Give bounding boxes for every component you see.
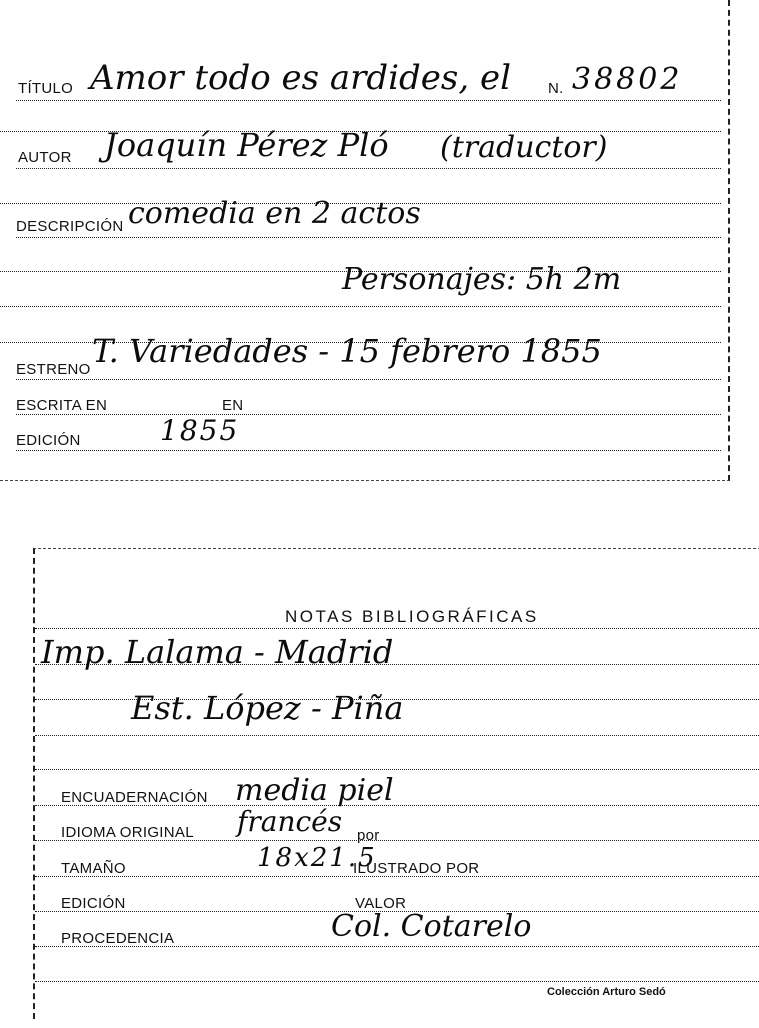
edicion-label: EDICIÓN: [16, 432, 81, 449]
rule-line: [16, 237, 721, 238]
nota-line-1: Imp. Lalama - Madrid: [41, 633, 394, 671]
numero-value: 38802: [572, 62, 683, 97]
tamano-value: 18x21.5: [257, 843, 377, 873]
catalog-card-bottom: [33, 548, 759, 1019]
descripcion-value: comedia en 2 actos: [128, 196, 421, 231]
rule-line: [16, 379, 721, 380]
escrita-en-label: ESCRITA EN: [16, 397, 108, 414]
autor-label: AUTOR: [18, 149, 72, 166]
en-label: EN: [222, 397, 244, 414]
personajes-value: Personajes: 5h 2m: [342, 262, 622, 297]
edicion-label-bottom: EDICIÓN: [61, 895, 126, 912]
rule-line: [16, 414, 721, 415]
autor-role: (traductor): [440, 130, 608, 165]
titulo-label: TÍTULO: [18, 80, 74, 97]
descripcion-label: DESCRIPCIÓN: [16, 218, 124, 235]
nota-line-2: Est. López - Piña: [131, 689, 404, 727]
idioma-original-value: francés: [237, 805, 343, 838]
rule-line: [16, 450, 721, 451]
catalog-card-top: [0, 0, 730, 481]
notas-heading: NOTAS BIBLIOGRÁFICAS: [285, 607, 539, 626]
numero-label: N.: [548, 80, 564, 97]
titulo-value: Amor todo es ardides, el: [90, 58, 511, 98]
rule-line: [35, 628, 759, 629]
rule-line: [35, 769, 759, 770]
estreno-value: T. Variedades - 15 febrero 1855: [92, 332, 602, 370]
tamano-label: TAMAÑO: [61, 860, 126, 877]
edicion-value: 1855: [160, 414, 240, 447]
procedencia-value: Col. Cotarelo: [331, 909, 532, 944]
por-label: por: [357, 827, 380, 844]
rule-line: [0, 306, 721, 307]
encuadernacion-value: media piel: [235, 773, 394, 808]
ilustrado-por-label: ILUSTRADO POR: [353, 860, 480, 877]
rule-line: [16, 168, 721, 169]
valor-label: VALOR: [355, 895, 407, 912]
procedencia-label: PROCEDENCIA: [61, 930, 175, 947]
autor-value: Joaquín Pérez Pló: [104, 126, 389, 164]
idioma-original-label: IDIOMA ORIGINAL: [61, 824, 194, 841]
rule-line: [35, 735, 759, 736]
rule-line: [35, 981, 759, 982]
rule-line: [16, 100, 721, 101]
estreno-label: ESTRENO: [16, 361, 91, 378]
collection-footer: Colección Arturo Sedó: [547, 986, 666, 998]
encuadernacion-label: ENCUADERNACIÓN: [61, 789, 208, 806]
